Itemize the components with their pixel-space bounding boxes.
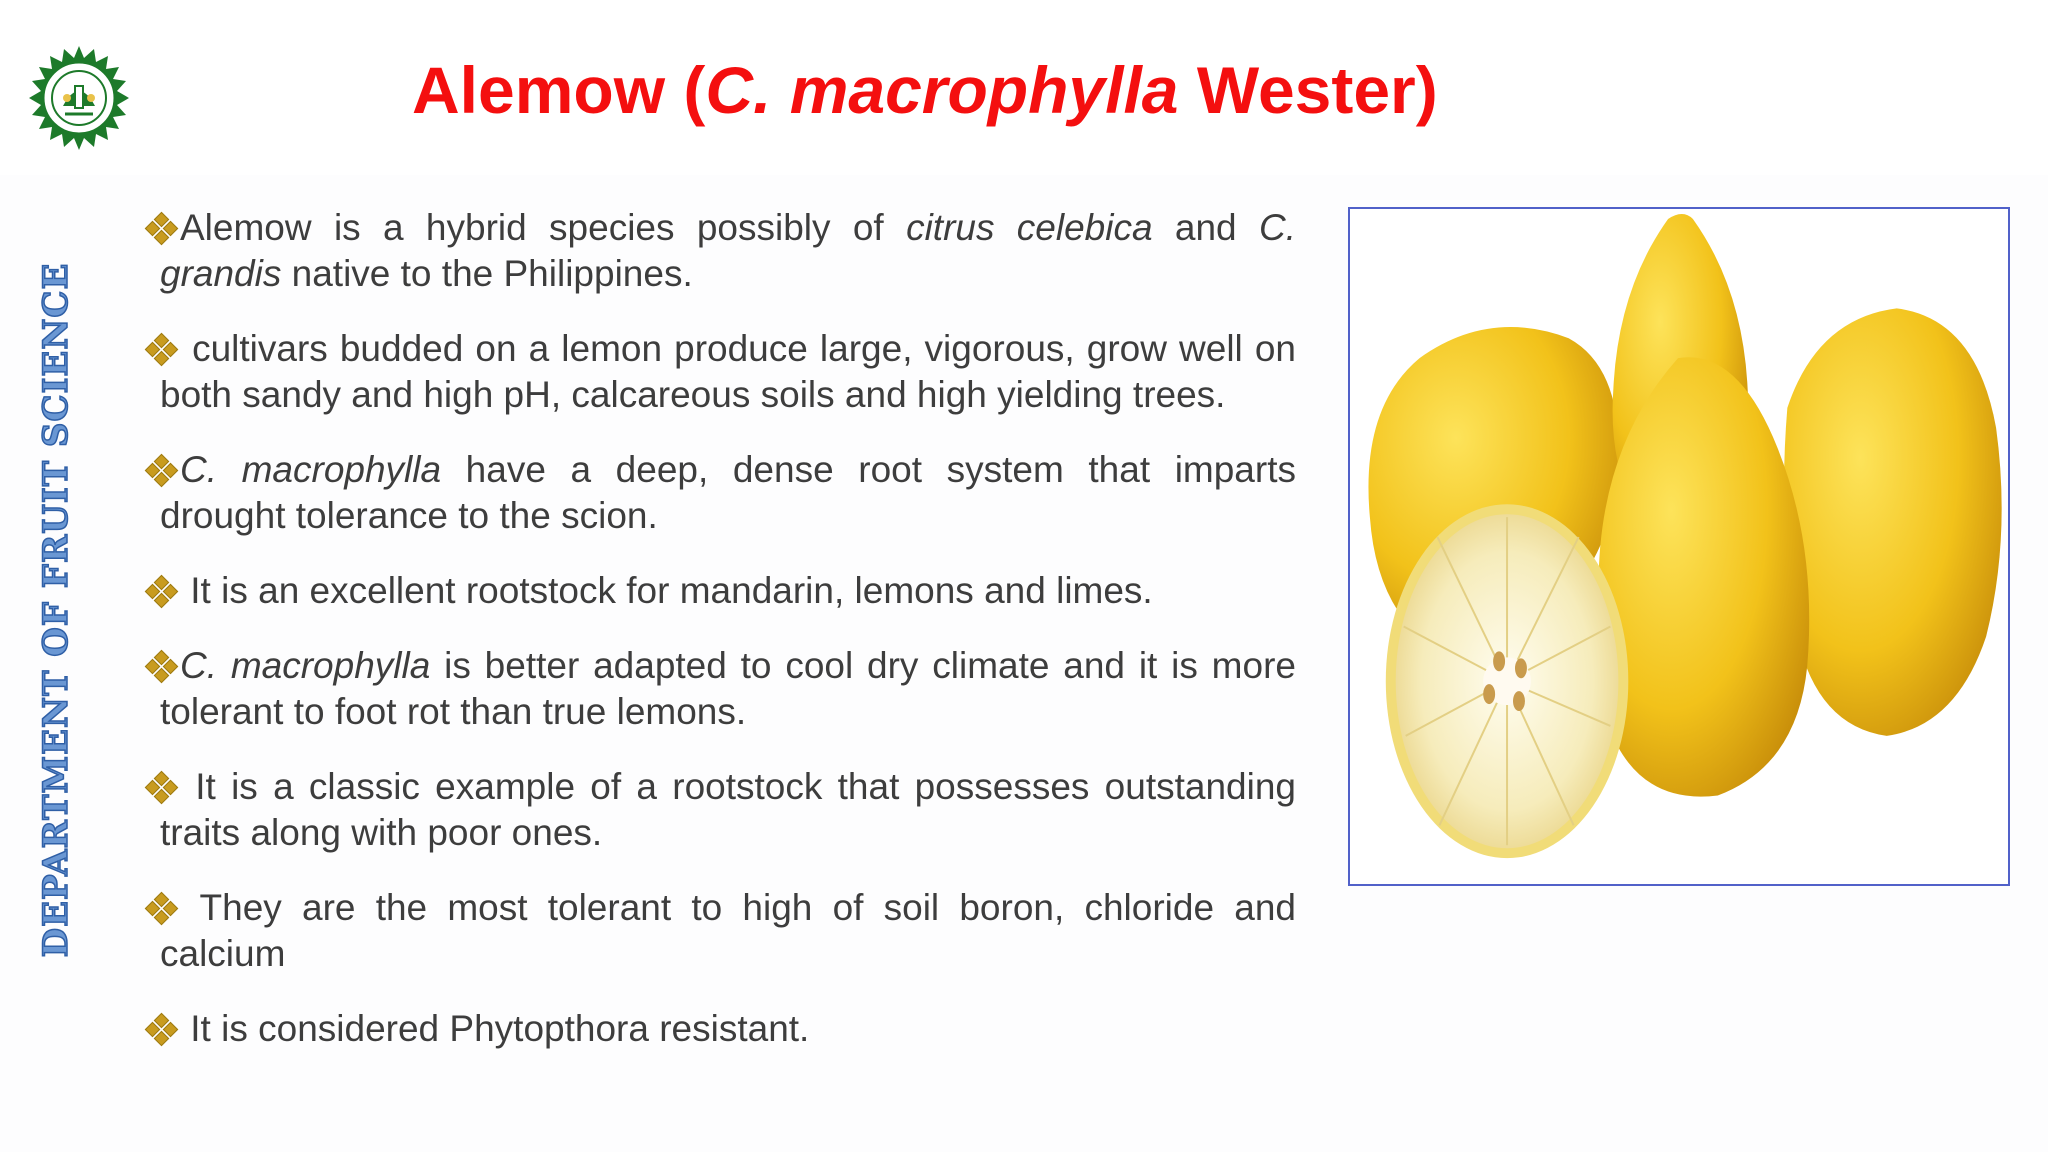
department-label: DEPARTMENT OF FRUIT SCIENCE <box>36 262 76 958</box>
four-diamond-bullet-icon <box>146 651 176 681</box>
bullet-item: They are the most tolerant to high of soil boron, chloride and calcium <box>146 885 1296 977</box>
bullet-item: C. macrophylla is better adapted to cool dry climate and it is more tolerant to foot rot than true lemons. <box>146 643 1296 735</box>
bullet-item: C. macrophylla have a deep, dense root system that imparts drought tolerance to the scion. <box>146 447 1296 539</box>
four-diamond-bullet-icon <box>146 772 176 802</box>
slide-title <box>412 50 1612 130</box>
four-diamond-bullet-icon <box>146 213 176 243</box>
bullet-list <box>146 205 1296 1081</box>
bullet-item: It is a classic example of a rootstock that possesses outstanding traits along with poor ones. <box>146 764 1296 856</box>
title-suffix: Wester) <box>1178 53 1438 127</box>
four-diamond-bullet-icon <box>146 455 176 485</box>
title-species: C. macrophylla <box>705 53 1179 127</box>
four-diamond-bullet-icon <box>146 1014 176 1044</box>
four-diamond-bullet-icon <box>146 893 176 923</box>
university-seal-icon <box>27 46 131 150</box>
title-prefix: Alemow ( <box>412 53 706 127</box>
bullet-item: Alemow is a hybrid species possibly of citrus celebica and C. grandis native to the Philippines. <box>146 205 1296 297</box>
bullet-item: cultivars budded on a lemon produce large, vigorous, grow well on both sandy and high pH, calcareous soils and high yielding trees. <box>146 326 1296 418</box>
bullet-item: It is an excellent rootstock for mandarin, lemons and limes. <box>146 568 1296 614</box>
four-diamond-bullet-icon <box>146 334 176 364</box>
four-diamond-bullet-icon <box>146 576 176 606</box>
bullet-item: It is considered Phytopthora resistant. <box>146 1006 1296 1052</box>
alemow-fruits-image <box>1348 207 2010 886</box>
